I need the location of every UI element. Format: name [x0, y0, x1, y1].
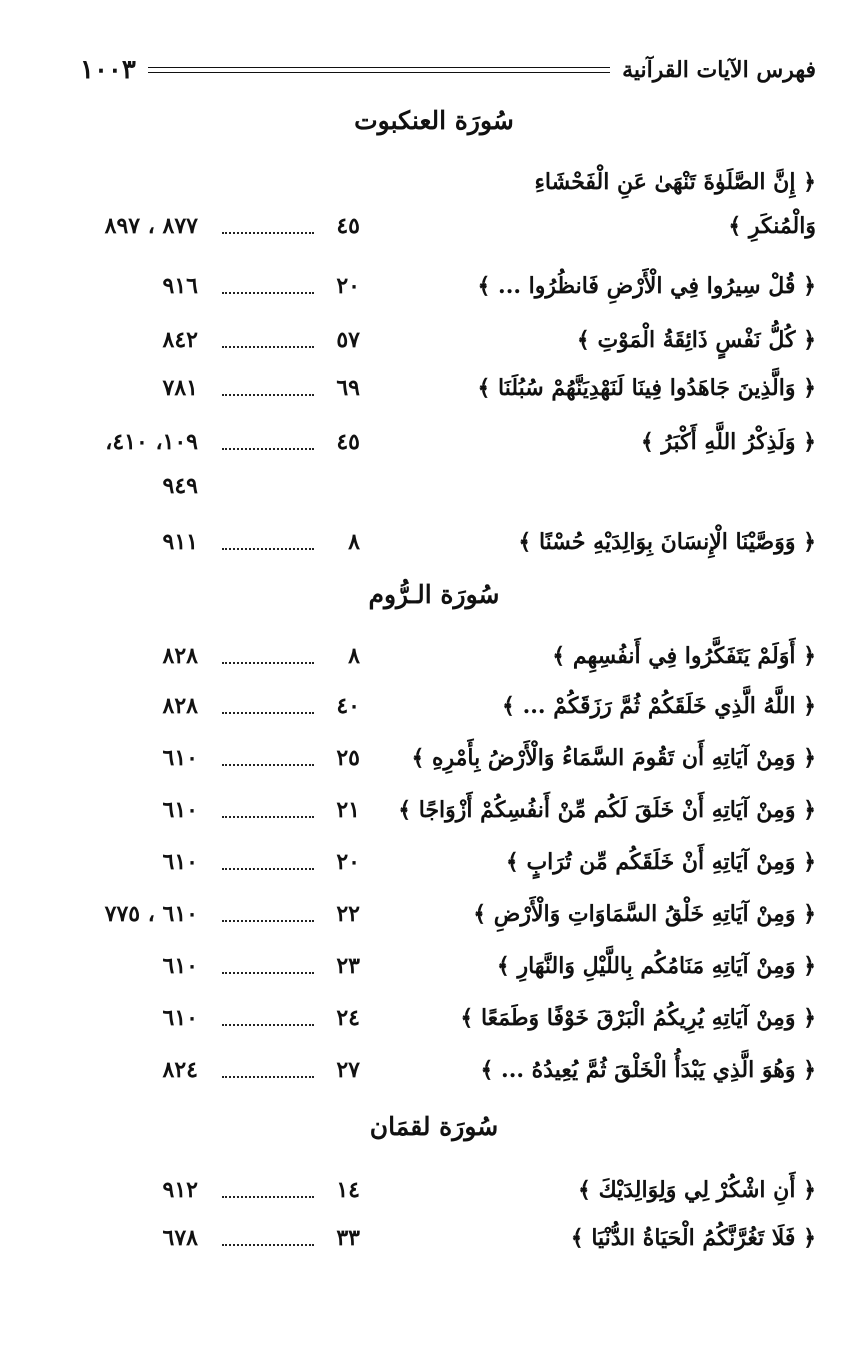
- verse-text: ﴿ فَلَا تَغُرَّنَّكُمُ الْحَيَاةُ الدُّنْيَا ﴾: [570, 1225, 816, 1251]
- verse-text: ﴿ وَمِنْ آيَاتِهِ أَنْ خَلَقَكُم مِّن تُرَابٍ ﴾: [505, 849, 816, 875]
- page-references: ٩١٦: [162, 273, 198, 299]
- index-entry: [0, 1048, 868, 1092]
- ayah-number: ٢٣: [336, 953, 360, 979]
- ayah-number: ٢٠: [336, 849, 360, 875]
- index-entry: [0, 160, 868, 239]
- page-references: ٦١٠: [162, 953, 198, 979]
- index-entry: [0, 892, 868, 936]
- page-references: ٦٧٨: [162, 1225, 198, 1251]
- page-references: ٦١٠: [162, 797, 198, 823]
- ayah-number: ٦٩: [336, 375, 360, 401]
- surah-heading: سُورَة لقمَان: [369, 1112, 499, 1141]
- verse-text: ﴿ وَالَّذِينَ جَاهَدُوا فِينَا لَنَهْدِيَنَّهُمْ سُبُلَنَا ﴾: [477, 375, 816, 401]
- ayah-number: ٨: [348, 529, 360, 555]
- ayah-number: ٢٢: [336, 901, 360, 927]
- verse-text: ﴿ وَلَذِكْرُ اللَّهِ أَكْبَرُ ﴾: [640, 429, 816, 455]
- verse-text: ﴿ وَمِنْ آيَاتِهِ أَن تَقُومَ السَّمَاءُ وَالْأَرْضُ بِأَمْرِهِ ﴾: [411, 745, 816, 771]
- ayah-number: ٢١: [336, 797, 360, 823]
- dot-leader: [222, 816, 314, 818]
- index-entry: [0, 684, 868, 728]
- ayah-number: ٤٠: [336, 693, 360, 719]
- surah-heading: سُورَة الـرُّوم: [368, 580, 500, 609]
- verse-text-continued: وَالْمُنكَرِ ﴾: [728, 213, 816, 239]
- dot-leader: [222, 1024, 314, 1026]
- page-references: ١٠٩، ٤١٠،: [105, 429, 198, 455]
- page-header: [80, 50, 816, 90]
- dot-leader: [222, 972, 314, 974]
- dot-leader: [222, 1244, 314, 1246]
- verse-text: ﴿ اللَّهُ الَّذِي خَلَقَكُمْ ثُمَّ رَزَقَكُمْ ... ﴾: [502, 693, 816, 719]
- dot-leader: [222, 920, 314, 922]
- verse-text: ﴿ وَوَصَّيْنَا الْإِنسَانَ بِوَالِدَيْهِ حُسْنًا ﴾: [518, 529, 816, 555]
- ayah-number: ١٤: [336, 1177, 360, 1203]
- verse-text: ﴿ كُلُّ نَفْسٍ ذَائِقَةُ الْمَوْتِ ﴾: [576, 327, 816, 353]
- page-references: ٦١٠: [162, 849, 198, 875]
- dot-leader: [222, 1196, 314, 1198]
- ayah-number: ٥٧: [336, 327, 360, 353]
- dot-leader: [222, 448, 314, 450]
- ayah-number: ٣٣: [336, 1225, 360, 1251]
- page-references: ٩١٢: [162, 1177, 198, 1203]
- page-references-continued: ٩٤٩: [162, 473, 198, 499]
- index-entry: [0, 420, 868, 499]
- ayah-number: ٢٥: [336, 745, 360, 771]
- verse-text: ﴿ وَمِنْ آيَاتِهِ يُرِيكُمُ الْبَرْقَ خَوْفًا وَطَمَعًا ﴾: [460, 1005, 816, 1031]
- verse-text: ﴿ وَهُوَ الَّذِي يَبْدَأُ الْخَلْقَ ثُمَّ يُعِيدُهُ ... ﴾: [480, 1057, 816, 1083]
- index-entry: [0, 1216, 868, 1260]
- page-references: ٨٧٧ ، ٨٩٧: [104, 213, 198, 239]
- dot-leader: [222, 1076, 314, 1078]
- header-double-rule: [148, 67, 610, 73]
- dot-leader: [222, 394, 314, 396]
- verse-text: ﴿ إِنَّ الصَّلَوٰةَ تَنْهَىٰ عَنِ الْفَحْشَاءِ: [534, 169, 816, 195]
- verse-text: ﴿ أَوَلَمْ يَتَفَكَّرُوا فِي أَنفُسِهِم ﴾: [552, 643, 816, 669]
- verse-text: ﴿ وَمِنْ آيَاتِهِ أَنْ خَلَقَ لَكُم مِّنْ أَنفُسِكُمْ أَزْوَاجًا ﴾: [398, 797, 816, 823]
- index-entry: [0, 944, 868, 988]
- surah-heading: سُورَة العنكبوت: [354, 106, 514, 135]
- page-references: ٩١١: [162, 529, 198, 555]
- index-entry: [0, 318, 868, 362]
- page-references: ٨٢٨: [162, 693, 198, 719]
- index-entry: [0, 840, 868, 884]
- ayah-number: ٢٠: [336, 273, 360, 299]
- ayah-number: ٤٥: [336, 213, 360, 239]
- page-references: ٦١٠: [162, 1005, 198, 1031]
- ayah-number: ٢٤: [336, 1005, 360, 1031]
- page-references: ٨٢٤: [162, 1057, 198, 1083]
- ayah-number: ٨: [348, 643, 360, 669]
- index-entry: [0, 520, 868, 564]
- dot-leader: [222, 712, 314, 714]
- page-references: ٨٤٢: [162, 327, 198, 353]
- index-entry: [0, 996, 868, 1040]
- verse-text: ﴿ وَمِنْ آيَاتِهِ مَنَامُكُم بِاللَّيْلِ وَالنَّهَارِ ﴾: [496, 953, 816, 979]
- page-references: ٦١٠: [162, 745, 198, 771]
- dot-leader: [222, 292, 314, 294]
- page-number: ١٠٠٣: [80, 55, 136, 85]
- dot-leader: [222, 868, 314, 870]
- dot-leader: [222, 232, 314, 234]
- index-entry: [0, 264, 868, 308]
- index-entry: [0, 1168, 868, 1212]
- dot-leader: [222, 346, 314, 348]
- index-entry: [0, 736, 868, 780]
- running-title: فهرس الآيات القرآنية: [622, 57, 816, 83]
- index-entry: [0, 366, 868, 410]
- page-references: ٧٨١: [162, 375, 198, 401]
- dot-leader: [222, 548, 314, 550]
- verse-text: ﴿ قُلْ سِيرُوا فِي الْأَرْضِ فَانظُرُوا ... ﴾: [477, 273, 816, 299]
- verse-text: ﴿ وَمِنْ آيَاتِهِ خَلْقُ السَّمَاوَاتِ وَالْأَرْضِ ﴾: [473, 901, 816, 927]
- page-references: ٦١٠ ، ٧٧٥: [104, 901, 198, 927]
- verse-text: ﴿ أَنِ اشْكُرْ لِي وَلِوَالِدَيْكَ ﴾: [578, 1177, 816, 1203]
- index-entry: [0, 634, 868, 678]
- ayah-number: ٤٥: [336, 429, 360, 455]
- dot-leader: [222, 662, 314, 664]
- ayah-number: ٢٧: [336, 1057, 360, 1083]
- index-entry: [0, 788, 868, 832]
- page-references: ٨٢٨: [162, 643, 198, 669]
- dot-leader: [222, 764, 314, 766]
